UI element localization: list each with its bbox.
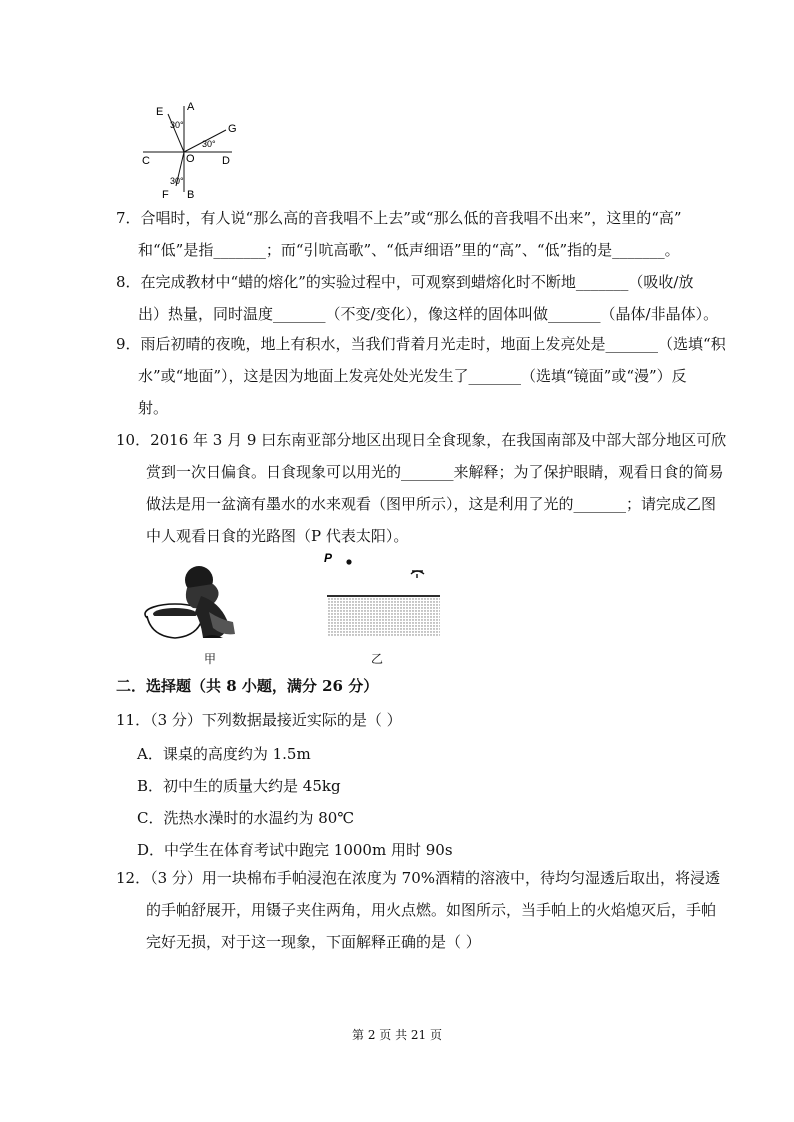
label-g: G: [228, 123, 237, 135]
q11-option-c: C．洗热水澡时的水温约为 80℃: [137, 809, 355, 827]
q12-line-1: 12．（3 分）用一块棉布手帕浸泡在浓度为 70%酒精的溶液中，待均匀湿透后取出，将浸透: [116, 869, 721, 887]
angle-label-right: 30°: [202, 139, 216, 149]
figure-yi-caption: 乙: [371, 652, 384, 666]
question-7: [116, 202, 682, 266]
label-b: B: [187, 189, 195, 201]
question-12: [116, 862, 721, 958]
sun-label-p: P: [324, 551, 333, 565]
q8-line-1: 8．在完成教材中“蜡的熔化”的实验过程中，可观察到蜡熔化时不断地_______（吸收/放: [116, 273, 694, 291]
q7-line-2: 和“低”是指_______；而“引吭高歌”、“低声细语”里的“高”、“低”指的是_______。: [138, 241, 680, 259]
label-d: D: [222, 155, 230, 167]
question-9: [116, 328, 726, 424]
q10-line-3: 做法是用一盆滴有墨水的水来观看（图甲所示），这是利用了光的_______；请完成乙图: [146, 495, 717, 513]
figure-jia-caption: 甲: [204, 652, 217, 666]
q9-line-1: 9．雨后初晴的夜晚，地上有积水，当我们背着月光走时，地面上发亮处是_______（选填“积: [116, 335, 726, 353]
q10-line-2: 赏到一次日偏食。日食现象可以用光的_______来解释；为了保护眼睛，观看日食的简易: [146, 463, 724, 481]
q10-line-4: 中人观看日食的光路图（P 代表太阳）。: [146, 527, 409, 545]
q10-line-1: 10．2016 年 3 月 9 曰东南亚部分地区出现日全食现象，在我国南部及中部大部分地区可欣: [116, 431, 727, 449]
eye-icon: [411, 571, 424, 578]
section-2-title: 二．选择题（共 8 小题，满分 26 分）: [116, 677, 379, 695]
q9-line-2: 水”或“地面”），这是因为地面上发亮处处光发生了_______（选填“镜面”或“漫”）反: [138, 367, 687, 385]
label-f: F: [162, 189, 169, 201]
q7-line-1: 7．合唱时，有人说“那么高的音我唱不上去”或“那么低的音我唱不出来”，这里的“高”: [116, 209, 682, 227]
question-8: [116, 266, 719, 330]
page-footer: 第 2 页 共 21 页: [352, 1028, 442, 1042]
angle-label-top: 30°: [170, 120, 184, 130]
q12-line-3: 完好无损，对于这一现象，下面解释正确的是（ ）: [146, 933, 481, 951]
water-body: [327, 597, 440, 636]
figure-yi-light-diagram: [322, 550, 444, 640]
sun-dot: [346, 559, 351, 564]
label-o: O: [186, 153, 195, 165]
label-a: A: [187, 101, 195, 113]
q11-option-d: D．中学生在体育考试中跑完 1000m 用时 90s: [137, 841, 453, 859]
question-11-stem: 11．（3 分）下列数据最接近实际的是（ ）: [116, 711, 402, 729]
q12-line-2: 的手帕舒展开，用镊子夹住两角，用火点燃。如图所示，当手帕上的火焰熄灭后，手帕: [146, 901, 717, 919]
q11-option-a: A．课桌的高度约为 1.5m: [137, 745, 311, 763]
figure-jia-basin-illustration: [143, 562, 243, 644]
label-c: C: [142, 155, 150, 167]
q9-line-3: 射。: [138, 399, 169, 417]
question-10: [116, 424, 727, 552]
angle-label-bottom: 30°: [170, 176, 184, 186]
label-e: E: [156, 106, 164, 118]
q8-line-2: 出）热量，同时温度_______（不变/变化），像这样的固体叫做_______（晶体/非晶体）。: [138, 305, 719, 323]
reflection-diagram: [140, 100, 240, 202]
q11-option-b: B．初中生的质量大约是 45kg: [137, 777, 341, 795]
